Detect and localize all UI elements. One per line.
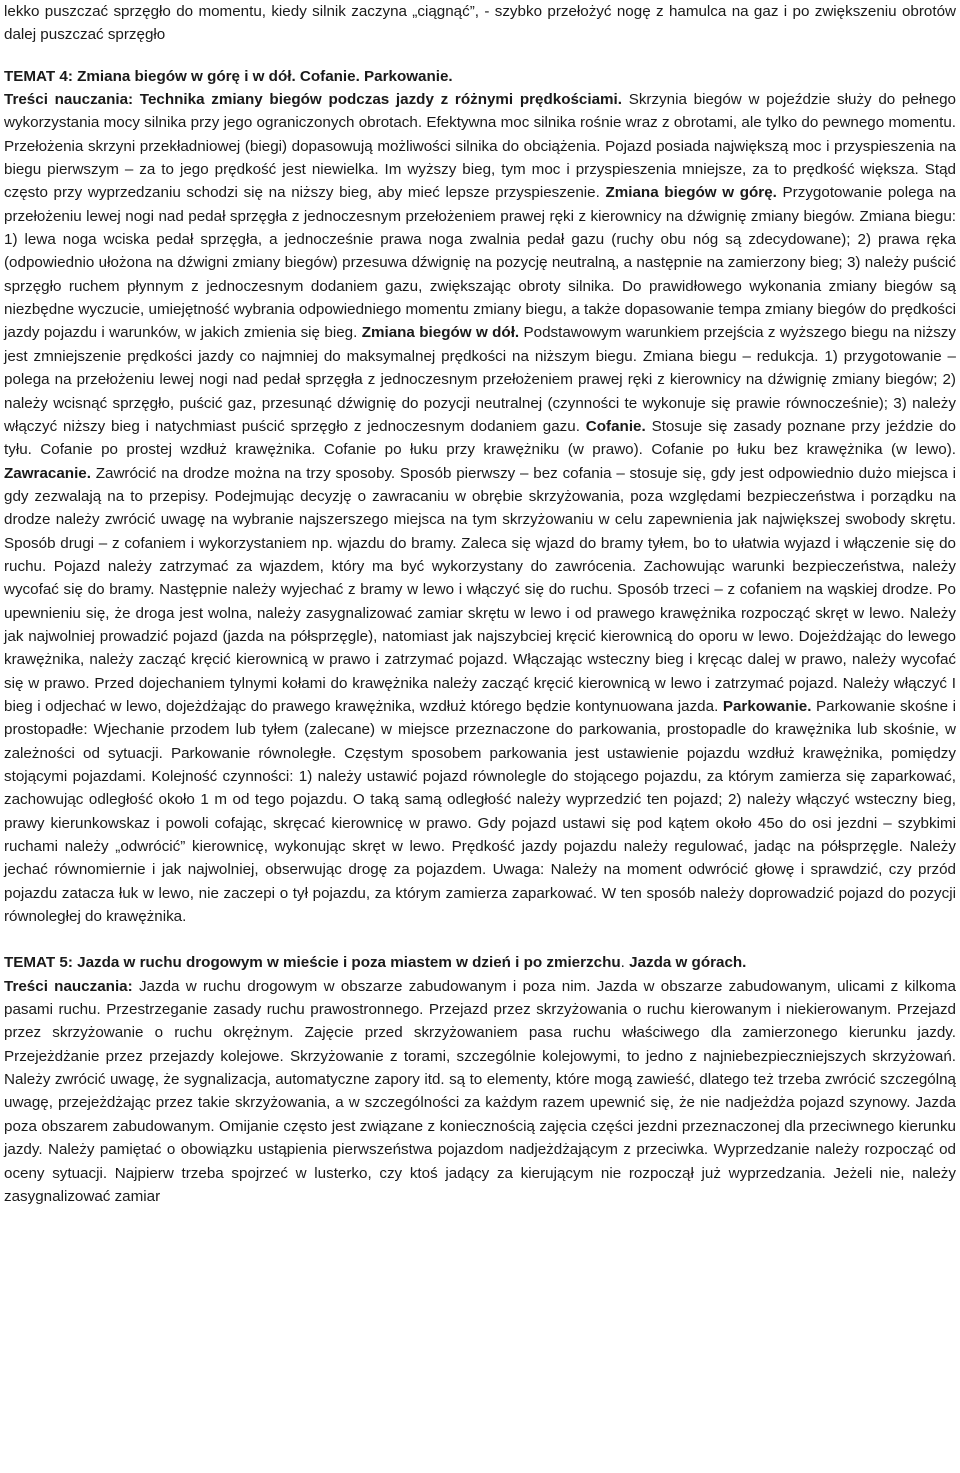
topic4-subheading-turning: Zawracanie. [4,464,91,482]
intro-text: lekko puszczać sprzęgło do momentu, kiedy silnik zaczyna „ciągnąć”, - szybko przełożyć nogę z hamulca na gaz i po zwiększeniu obrotów dalej puszczać sprzęgło [4,3,956,44]
topic4-text-parking: Parkowanie skośne i prostopadłe: Wjechanie przodem lub tyłem (zalecane) w miejsce przeznaczone do parkowania, prostopadle do krawężnika lub skośnie, w zależności od sytuacji. Parkowanie równoległe. Częstym sposobem parkowania jest ustawienie pojazdu wzdłuż krawężnika, pomiędzy stojącymi pojazdami. Kolejność czynności: 1) należy ustawić pojazd równolegle do stojącego pojazdu, za którym zamierza się zaparkować, zachowując odległość około 1 m od tego pojazdu. O taką samą odległość należy wyprzedzić ten pojazd; 2) należy włączyć wsteczny bieg, prawy kierunkowskaz i powoli cofając, skręcać kierownicę w prawo. Gdy pojazd ustawi się pod kątem około 45o do osi jezdni – szybkimi ruchami należy „odwrócić” kierownicę, wykonując skręt w lewo. Prędkość jazdy pojazdu należy regulować, jadąc na półsprzęgle. Należy jechać równomiernie i jak najwolniej, obserwując drogę za pojazdem. Uwaga: Należy na moment odwrócić głowę i sprawdzić, czy przód pojazdu zatacza łuk w lewo, nie zaczepi o tył pojazdu, za którym zamierza zaparkować. W ten sposób należy doprowadzić pojazd do pozycji równoległej do krawężnika. [4,697,956,926]
topic4-subheading-downshift: Zmiana biegów w dół. [361,324,520,342]
topic4-content-label: Treści nauczania: Technika zmiany biegów podczas jazdy z różnymi prędkościami. [4,91,622,109]
topic4-text-gearbox: Skrzynia biegów w pojeździe służy do pełnego wykorzystania mocy silnika przy jego ograniczonych obrotach. Efektywna moc silnika rośnie wraz z obrotami, ale tylko do pewnego momentu. Przełożenia skrzyni przekładniowej (biegi) dopasowują możliwości silnika do obciążenia. Pojazd posiada największą moc i przyspieszenia na biegu pierwszym – za to jego prędkość jest niewielka. Im wyższy bieg, tym moc i przyspieszenia mniejsze, za to prędkość większa. Stąd często przy wyprzedzaniu schodzi się na niższy bieg, aby mieć lepsze przyspieszenie. [4,91,956,202]
topic5-heading-text: TEMAT 5: Jazda w ruchu drogowym w mieście i poza miastem w dzień i po zmierzchu [4,954,621,972]
topic4-text-downshift: Podstawowym warunkiem przejścia z wyższego biegu na niższy jest zmniejszenie prędkości jazdy co najmniej do maksymalnej prędkości na niższym biegu. Zmiana biegu – redukcja. 1) przygotowanie – polega na przełożeniu lewej nogi nad pedał sprzęgła z jednoczesnym przełożeniem prawej ręki z kierownicy na dźwignię zmiany biegów; 2) należy wcisnąć sprzęgło, puścić gaz, przesunąć dźwignię do pozycji neutralnej (czynności te wykonuje się prawie równocześnie); 3) należy włączyć niższy bieg i natychmiast puścić sprzęgło z jednoczesnym dodaniem gazu. [4,324,956,435]
topic4-text-upshift: Przygotowanie polega na przełożeniu lewej nogi nad pedał sprzęgła z jednoczesnym przełożeniem prawej ręki z kierownicy na dźwignię zmiany biegów. Zmiana biegu: 1) lewa noga wciska pedał sprzęgła, a jednocześnie prawa noga zwalnia pedał gazu (ruchy obu nóg są zdecydowane); 2) prawa ręka (odpowiednio ułożona na dźwigni zmiany biegów) przesuwa dźwignię na pozycję neutralną, a następnie na zamierzony bieg; 3) należy puścić sprzęgło ruchem płynnym z jednoczesnym dodaniem gazu, zwiększając obroty silnika. Do prawidłowego wykonania zmiany biegów są niezbędne wyczucie, umiejętność wybrania odpowiedniego momentu zmiany biegu, a także dopasowanie tempa zmiany biegów do prędkości jazdy pojazdu i warunków, w jakich zmienia się bieg. [4,184,956,342]
topic5-body [4,975,956,1208]
topic4-text-turning: Zawrócić na drodze można na trzy sposoby. Sposób pierwszy – bez cofania – stosuje się, gdy jest odpowiednio dużo miejsca i gdy zezwalają na to przepisy. Podejmując decyzję o zawracaniu w obrębie skrzyżowania, poza względami bezpieczeństwa i porządku na drodze należy zwrócić uwagę na wybranie najszerszego miejsca na tym skrzyżowaniu w celu zapewnienia jak największej swobody skrętu. Sposób drugi – z cofaniem i wykorzystaniem np. wjazdu do bramy. Zaleca się wjazd do bramy tyłem, bo to ułatwia wyjazd i włączenie się do ruchu. Pojazd należy zatrzymać za wjazdem, który ma być wykorzystany do zawrócenia. Zachowując warunki bezpieczeństwa, należy wycofać się do bramy. Następnie należy wyjechać z bramy w lewo i włączyć się do ruchu. Sposób trzeci – z cofaniem na wąskiej drodze. Po upewnieniu się, że droga jest wolna, należy zasygnalizować zamiar skrętu w lewo i od prawego krawężnika rozpocząć skręt w lewo. Należy jak najwolniej prowadzić pojazd (jazda na półsprzęgle), natomiast jak najszybciej kręcić kierownicą do oporu w lewo. Dojeżdżając do lewego krawężnika, należy zacząć kręcić kierownicą w prawo i zatrzymać pojazd. Włączając wsteczny bieg i kręcąc dalej w prawo, należy wycofać się w prawo. Przed dojechaniem tylnymi kołami do krawężnika należy zacząć kręcić kierownicą w lewo i zatrzymać pojazd. Należy włączyć I bieg i odjechać w lewo, dojeżdżając do prawego krawężnika, wzdłuż którego będzie kontynuowana jazda. [4,464,956,715]
topic4-body [4,88,956,928]
topic5-text: Jazda w ruchu drogowym w obszarze zabudowanym i poza nim. Jazda w obszarze zabudowanym, ulicami z kilkoma pasami ruchu. Przestrzeganie zasady ruchu prawostronnego. Przejazd przez skrzyżowania o ruchu kierowanym i niekierowanym. Przejazd przez skrzyżowanie o ruchu okrężnym. Zajęcie przed skrzyżowaniem pasa ruchu właściwego dla zamierzonego kierunku jazdy. Przejeżdżanie przez przejazdy kolejowe. Skrzyżowanie z torami, szczególnie kolejowymi, to jedno z najniebezpieczniejszych skrzyżowań. Należy zwrócić uwagę, że sygnalizacja, automatyczne zapory itd. są to elementy, które mogą zawieść, dlatego też trzeba zwrócić szczególną uwagę, przejeżdżając przez takie skrzyżowania, a w szczególności za każdym razem upewnić się, że nie nadjeżdża pojazd szynowy. Jazda poza obszarem zabudowanym. Omijanie często jest związane z koniecznością zajęcia części jezdni przeznaczonej dla przeciwnego kierunku jazdy. Należy pamiętać o obowiązku ustąpienia pierwszeństwa pojazdom nadjeżdżającym z przeciwka. Wyprzedzanie należy rozpocząć od oceny sytuacji. Najpierw trzeba spojrzeć w lusterko, czy ktoś jadący za kierującym nie rozpoczął już wyprzedzania. Jeżeli nie, należy zasygnalizować zamiar [4,977,956,1205]
topic4-subheading-reversing: Cofanie. [585,417,646,435]
topic5-heading [4,951,956,974]
topic5-content-label: Treści nauczania: [4,977,133,995]
topic5-heading-dot: . [620,954,630,972]
intro-paragraph [4,0,956,47]
topic4-text-reversing: Stosuje się zasady poznane przy jeździe do tyłu. Cofanie po prostej wzdłuż krawężnika. Cofanie po łuku przy krawężniku (w prawo). Cofanie po łuku bez krawężnika (w lewo). [4,417,956,459]
topic4-subheading-parking: Parkowanie. [722,697,812,715]
section-spacer [4,928,956,951]
document-page [4,0,956,1208]
topic5-heading-tail: Jazda w górach. [629,954,747,972]
topic4-heading-text: TEMAT 4: Zmiana biegów w górę i w dół. Cofanie. Parkowanie. [4,67,453,85]
topic4-heading [4,65,956,88]
topic4-subheading-upshift: Zmiana biegów w górę. [605,184,777,202]
